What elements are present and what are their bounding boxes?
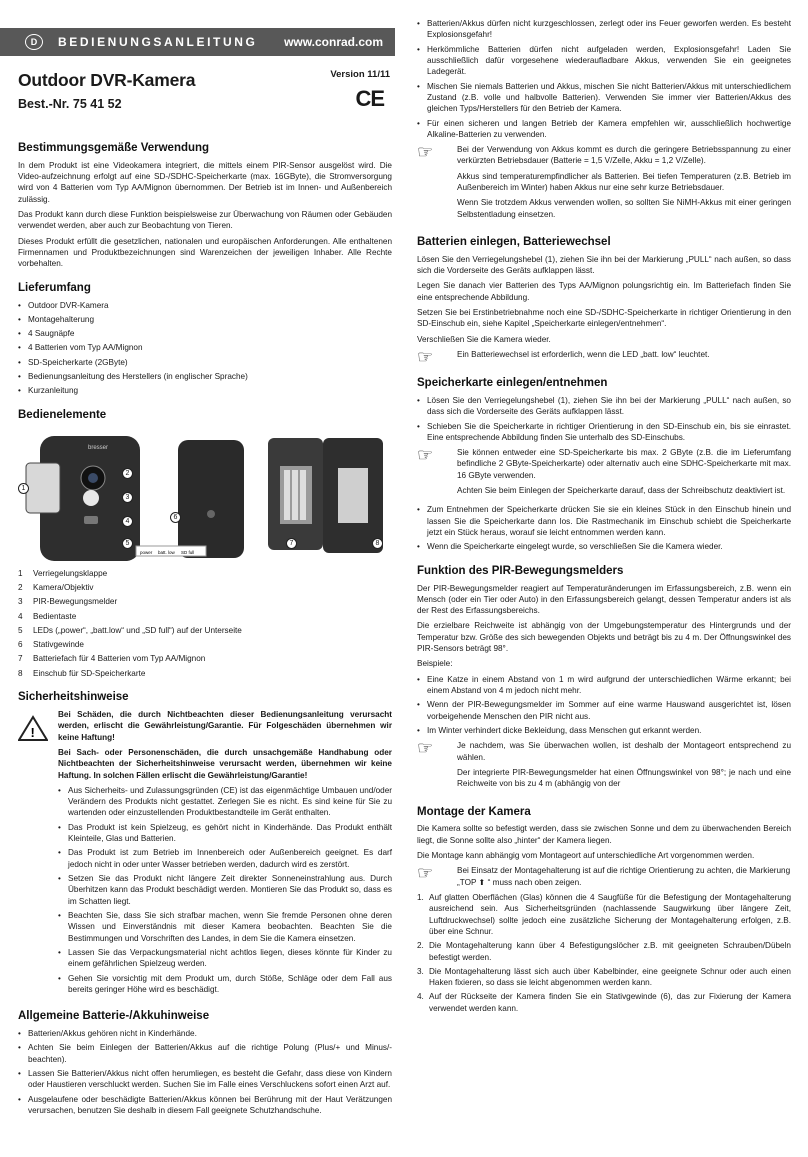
note-block <box>417 740 791 793</box>
list-item: • Kurzanleitung <box>18 385 392 396</box>
paragraph: Beispiele: <box>417 659 453 669</box>
section-heading: Allgemeine Batterie-/Akkuhinweise <box>18 1010 210 1023</box>
paragraph: Der integrierte PIR-Bewegungsmelder hat einen Öffnungswinkel von 98°; je nach und eine Reichweite von bis zu 4 m (abhängig von der <box>457 767 791 789</box>
part-number: 1 <box>18 568 23 578</box>
part-number: 8 <box>18 668 23 678</box>
part-label: Einschub für SD-Speicherkarte <box>33 668 146 678</box>
list-item: • Mischen Sie niemals Batterien und Akkus, mischen Sie nicht Batterien/Akkus mit unterschiedlichem Zustand (z.B. volle und halbvolle Batterien). Verwenden Sie immer vier Batterien/Akkus des gleichen Typs/Herstellers für den Betrieb der Kamera. <box>417 81 791 115</box>
battery-list-continued <box>417 18 791 140</box>
list-item: • Aus Sicherheits- und Zulassungsgründen (CE) ist das eigenmächtige Umbauen und/oder Verändern des Produkts nicht gestattet. Zerlegen Sie es nicht. Es sind keine für Sie zu wartenden oder einzustellenden Produktbestandteile im Gerät enthalten. <box>58 785 392 819</box>
version-label: Version 11/11 <box>330 69 390 80</box>
order-number: Best.-Nr. 75 41 52 <box>18 97 122 111</box>
part-item <box>18 611 392 622</box>
list-item: • Setzen Sie das Produkt nicht längere Zeit direkter Sonneneinstrahlung aus. Durch Überhitzen kann das Produkt beschädigt werden. Montieren Sie das Produkt so, dass es im Schatten liegt. <box>58 873 392 907</box>
part-item <box>18 582 392 593</box>
list-item: • Wenn die Speicherkarte eingelegt wurde, so verschließen Sie die Kamera wieder. <box>417 541 791 552</box>
part-item <box>18 625 392 636</box>
section-heading: Sicherheitshinweise <box>18 691 129 704</box>
paragraph: Die Kamera sollte so befestigt werden, dass sie zwischen Sonne und dem zu überwachenden Bereich liegt, die Sonne sollte also „hinter“ der Kamera liegen. <box>417 824 791 845</box>
scope-list <box>18 300 392 397</box>
section-heading: Bestimmungsgemäße Verwendung <box>18 142 210 154</box>
numbered-item: 3. Die Montagehalterung lässt sich auch über Kabelbinder, eine geeignete Schnur oder auch einen Haken fixieren, so dass sie leicht abgenommen werden kann. <box>417 966 791 988</box>
paragraph: Bei Schäden, die durch Nichtbeachten dieser Bedienungsanleitung verursacht werden, erlischt die Gewährleistung/Garantie. Für Folgeschäden übernehmen wir keine Haftung! <box>58 709 392 742</box>
section-heading: Funktion des PIR-Bewegungsmelders <box>417 564 624 577</box>
note-text <box>457 740 791 793</box>
list-item: • 4 Batterien vom Typ AA/Mignon <box>18 342 392 353</box>
part-number: 4 <box>18 611 23 621</box>
safety-list <box>58 785 392 995</box>
led-batt: batt. low <box>158 549 175 555</box>
list-item: • Für einen sicheren und langen Betrieb der Kamera empfehlen wir, ausschließlich hochwertige Alkaline-Batterien zu verwenden. <box>417 118 791 141</box>
sd-slot <box>338 468 368 523</box>
note-block <box>417 447 791 500</box>
list-item: • Lösen Sie den Verriegelungshebel (1), ziehen Sie ihn bei der Markierung „PULL“ nach außen, so dass sich die Vorderseite des Geräts aufklappen lässt. <box>417 395 791 418</box>
pointing-hand-icon: ☞ <box>417 445 434 466</box>
list-item: • Zum Entnehmen der Speicherkarte drücken Sie sie ein kleines Stück in den Einschub hinein und lassen Sie die Speicherkarte dann los. Die Rastmechanik im Einschub schiebt die Speicherkarte jetzt ein Stück heraus, worauf sie leicht entnommen werden kann. <box>417 504 791 538</box>
list-item: • 4 Saugnäpfe <box>18 328 392 339</box>
part-label: PIR-Bewegungsmelder <box>33 597 118 607</box>
note-block <box>417 347 791 368</box>
paragraph: Das Produkt kann durch diese Funktion beispielsweise zur Überwachung von Räumen oder Gebäuden verwendet werden, aber auch zur Beobachtung von Tieren. <box>18 210 392 231</box>
ce-mark: CE <box>355 86 384 111</box>
paragraph: Legen Sie danach vier Batterien des Typs AA/Mignon polungsrichtig ein. Im Batteriefach finden Sie eine entsprechende Abbildung. <box>417 281 791 302</box>
device-figure <box>18 428 392 568</box>
sd-list <box>417 395 791 443</box>
list-item: • Lassen Sie das Verpackungsmaterial nicht achtlos liegen, dieses könnte für Kinder zu einem gefährlichen Spielzeug werden. <box>58 947 392 970</box>
latch-flap <box>26 463 60 513</box>
part-item <box>18 568 392 579</box>
control-button <box>84 516 98 524</box>
note-text: Bei Einsatz der Montagehalterung ist auf die richtige Orientierung zu achten, die Markierung „TOP ⬆ “ muss nach oben zeigen. <box>457 866 791 887</box>
paragraph: Je nachdem, was Sie überwachen wollen, ist deshalb der Montageort entsprechend zu wählen. <box>457 741 791 762</box>
paragraph: Die Montage kann abhängig vom Montageort auf unterschiedliche Art vorgenommen werden. <box>417 851 755 860</box>
numbered-item: 1. Auf glatten Oberflächen (Glas) können die 4 Saugfüße für die Befestigung der Montagehalterung ausreichend sein. Aus Sicherheitsgründen (nachlassende Saugwirkung über längere Zeit, Luftdruckwechsel) sollte jedoch eine zusätzliche Sicherung der Montagehalterung erfolgen, z.B. über eine Schnur. <box>417 892 791 936</box>
list-item: • Herkömmliche Batterien dürfen nicht aufgeladen werden, Explosionsgefahr! Laden Sie ausschließlich dafür vorgesehene wiederaufladbare Akkus, verwenden Sie ein geeignetes Ladegerät. <box>417 44 791 78</box>
mount-paragraphs <box>417 823 791 861</box>
language-badge: D <box>25 34 43 50</box>
paragraph: Bei Sach- oder Personenschäden, die durch unsachgemäße Handhabung oder Nichtbeachten der Sicherheitshinweise verursacht werden, übernehmen wir keine Haftung. In solchen Fällen erlischt die Gewährleistung/Garantie! <box>58 747 392 780</box>
part-label: Verriegelungsklappe <box>33 568 108 578</box>
battery <box>284 470 290 520</box>
list-item: • Lassen Sie Batterien/Akkus nicht offen herumliegen, es besteht die Gefahr, dass diese von Kindern oder Haustieren verschluckt werden. Suchen Sie im Falle eines Verschluckens sofort einen Arzt auf. <box>18 1068 392 1091</box>
warning-triangle-icon <box>18 709 58 998</box>
part-label: Kamera/Objektiv <box>33 582 94 592</box>
led-power: power <box>140 549 153 555</box>
parts-list <box>18 568 392 680</box>
battery-list <box>18 1028 392 1116</box>
note-text: Ein Batteriewechsel ist erforderlich, wenn die LED „batt. low“ leuchtet. <box>457 350 710 360</box>
safety-block <box>18 709 392 998</box>
battery <box>300 470 306 520</box>
paragraph: Lösen Sie den Verriegelungshebel (1), ziehen Sie ihn bei der Markierung „PULL“ nach außen, so dass sich die Vorderseite des Geräts aufklappen lässt. <box>417 254 791 276</box>
battery <box>292 470 298 520</box>
part-item <box>18 653 392 664</box>
tripod-thread <box>207 510 215 518</box>
callout: 8 <box>372 538 383 549</box>
part-label: LEDs („power“, „batt.low“ und „SD full“) auf der Unterseite <box>33 625 242 635</box>
part-number: 5 <box>18 625 23 635</box>
paragraph: Wenn Sie trotzdem Akkus verwenden wollen, so sollten Sie NiMH-Akkus mit einer geringen Selbstentladung einsetzen. <box>457 198 791 219</box>
lens-glass <box>88 473 98 483</box>
paragraph: In dem Produkt ist eine Videokamera integriert, die mittels einem PIR-Sensor ausgelöst wird. Die Video-aufzeichnung erfolgt auf eine SD-/SDHC-Speicherkarte (max. 16GByte), die Stromversorgung wird von 4 Batterien vom Typ AA/Mignon übernommen. Der Betrieb ist im Innen- und Außenbereich zulässig. <box>18 160 392 204</box>
pointing-hand-icon: ☞ <box>417 863 434 884</box>
part-number: 3 <box>18 597 23 607</box>
svg-text:!: ! <box>30 724 35 740</box>
pointing-hand-icon: ☞ <box>417 142 434 163</box>
part-item <box>18 639 392 650</box>
section-heading: Montage der Kamera <box>417 805 531 818</box>
list-item: • Batterien/Akkus gehören nicht in Kinderhände. <box>18 1028 392 1039</box>
paragraph: Der PIR-Bewegungsmelder reagiert auf Temperaturänderungen im Erfassungsbereich, z.B. wenn ein Mensch (oder ein Tier oder Auto) in den Erfassungsbereich gelangt, dessen Temperatur anders ist als der Rest des Erfassungsbereichs. <box>417 583 791 616</box>
list-item: • Achten Sie beim Einlegen der Batterien/Akkus auf die richtige Polung (Plus/+ und Minus/- beachten). <box>18 1042 392 1065</box>
paragraph: Sie können entweder eine SD-Speicherkarte bis max. 2 GByte (z.B. die im Lieferumfang befindliche 2 GByte-Speicherkarte) oder alternativ auch eine SDHC-Speicherkarte mit max. 16 GByte verwenden. <box>457 448 791 480</box>
left-content <box>18 130 392 1119</box>
list-item: • Das Produkt ist kein Spielzeug, es gehört nicht in Kinderhände. Das Produkt enthält Kleinteile, Glas und Batterien. <box>58 822 392 845</box>
callout: 7 <box>286 538 297 549</box>
numbered-item: 2. Die Montagehalterung kann über 4 Befestigungslöcher z.B. mit geeigneten Schrauben/Dübeln befestigt werden. <box>417 941 791 962</box>
paragraph: Akkus sind temperaturempfindlicher als Batterien. Bei tiefen Temperaturen (z.B. Betrieb im Außenbereich im Winter) haben Akkus nur eine sehr kurze Betriebsdauer. <box>457 171 791 193</box>
list-item: • Ausgelaufene oder beschädigte Batterien/Akkus können bei Berührung mit der Haut Verätzungen verursachen, benutzen Sie deshalb in diesem Fall geeignete Schutzhandschuhe. <box>18 1094 392 1117</box>
right-content <box>417 18 791 1017</box>
section-heading: Bedienelemente <box>18 408 107 421</box>
paragraph: Dieses Produkt erfüllt die gesetzlichen, nationalen und europäischen Anforderungen. Alle enthaltenen Firmennamen und Produktbezeichnungen sind Warenzeichen der jeweiligen Inhaber. Alle Rechte vorbehalten. <box>18 236 392 269</box>
part-label: Batteriefach für 4 Batterien vom Typ AA/Mignon <box>33 654 206 664</box>
list-item: • Montagehalterung <box>18 314 392 325</box>
note-block <box>417 865 791 888</box>
section-heading: Batterien einlegen, Batteriewechsel <box>417 236 611 248</box>
pir-list <box>417 674 791 737</box>
part-number: 2 <box>18 582 23 592</box>
part-number: 6 <box>18 640 23 650</box>
note-block <box>417 144 791 224</box>
camera-back <box>178 440 244 558</box>
list-item: • Im Winter verhindert dicke Bekleidung, dass Menschen gut erkannt werden. <box>417 725 791 736</box>
page-title: Outdoor DVR-Kamera <box>18 70 196 90</box>
note-text <box>457 447 791 500</box>
mount-list <box>417 892 791 1014</box>
header-url[interactable]: www.conrad.com <box>284 35 383 49</box>
section-heading: Lieferumfang <box>18 281 91 294</box>
part-label: Bedientaste <box>33 611 77 621</box>
list-item: • Beachten Sie, dass Sie sich strafbar machen, wenn Sie fremde Personen ohne deren Wissen und Einverständnis mit dieser Kamera beobachten. Beachten Sie die Bestimmungen und Vorschriften des Landes, in dem Sie die Kamera einsetzen. <box>58 910 392 944</box>
callout: 2 <box>122 468 133 479</box>
camera-illustration <box>18 428 392 568</box>
led-sd: SD full <box>181 549 195 555</box>
callout: 3 <box>122 492 133 503</box>
list-item: • Batterien/Akkus dürfen nicht kurzgeschlossen, zerlegt oder ins Feuer geworfen werden. Es besteht Explosionsgefahr! <box>417 18 791 41</box>
use-paragraphs <box>18 160 392 270</box>
list-item: • Gehen Sie vorsichtig mit dem Produkt um, durch Stöße, Schläge oder dem Fall aus bereits geringer Höhe wird es beschädigt. <box>58 973 392 996</box>
pir-paragraphs <box>417 583 791 670</box>
paragraph: Verschließen Sie die Kamera wieder. <box>417 334 551 344</box>
brand-logo: bresser <box>88 444 109 451</box>
list-item: • Wenn der PIR-Bewegungsmelder im Sommer auf eine warme Hauswand ausgerichtet ist, lösen vorbeigehende Menschen den PIR nicht aus. <box>417 699 791 722</box>
paragraph: Die erzielbare Reichweite ist abhängig von der Umgebungstemperatur des Hintergrunds und der Temperatur bzw. Größe des sich bewegenden Objekts und beträgt bis zu 4 m. Der Öffnungswinkel des PIR-Sensors beträgt 98°. <box>417 621 791 654</box>
callout: 4 <box>122 516 133 527</box>
part-item <box>18 668 392 679</box>
list-item: • Outdoor DVR-Kamera <box>18 300 392 311</box>
callout: 6 <box>170 512 181 523</box>
list-item: • Schieben Sie die Speicherkarte in richtiger Orientierung in den SD-Einschub ein, bis sie einrastet. Eine entsprechende Abbildung finden Sie unterhalb des SD-Einschubs. <box>417 421 791 444</box>
callout: 1 <box>18 483 29 494</box>
insert-paragraphs <box>417 254 791 345</box>
part-item <box>18 596 392 607</box>
paragraph: Achten Sie beim Einlegen der Speicherkarte darauf, dass der Schreibschutz deaktiviert ist. <box>457 486 786 496</box>
callout: 5 <box>122 538 133 549</box>
part-label: Stativgewinde <box>33 640 84 650</box>
safety-bold-text <box>58 709 392 781</box>
paragraph: Bei der Verwendung von Akkus kommt es durch die geringere Betriebsspannung zu einer verkürzten Betriebsdauer (Batterie = 1,5 V/Zelle, Akku = 1,2 V/Zelle). <box>457 145 791 166</box>
numbered-item: 4. Auf der Rückseite der Kamera finden Sie ein Stativgewinde (6), das zur Fixierung der Kamera verwendet werden kann. <box>417 992 791 1013</box>
section-heading: Speicherkarte einlegen/entnehmen <box>417 377 608 390</box>
note-text <box>457 144 791 224</box>
pointing-hand-icon: ☞ <box>417 738 434 759</box>
list-item: • Bedienungsanleitung des Herstellers (in englischer Sprache) <box>18 371 392 382</box>
pointing-hand-icon: ☞ <box>417 347 434 368</box>
header-banner <box>0 28 395 56</box>
pir-sensor <box>83 490 99 506</box>
paragraph: Setzen Sie bei Erstinbetriebnahme noch eine SD-/SDHC-Speicherkarte in richtiger Orientierung in den SD-Einschub ein, siehe Kapitel „Speicherkarte einlegen/entnehmen“. <box>417 308 791 329</box>
list-item: • SD-Speicherkarte (2GByte) <box>18 357 392 368</box>
sd-list <box>417 504 791 552</box>
list-item: • Eine Katze in einem Abstand von 1 m wird aufgrund der unterschiedlichen Wärme erkannt; bei einem Abstand von 4 m jedoch nicht mehr. <box>417 674 791 697</box>
list-item: • Das Produkt ist zum Betrieb im Innenbereich oder Außenbereich geeignet. Es darf jedoch nicht in oder unter Wasser betrieben werden, dadurch wird es zerstört. <box>58 847 392 870</box>
part-number: 7 <box>18 654 23 664</box>
header-label: BEDIENUNGSANLEITUNG <box>58 35 258 49</box>
